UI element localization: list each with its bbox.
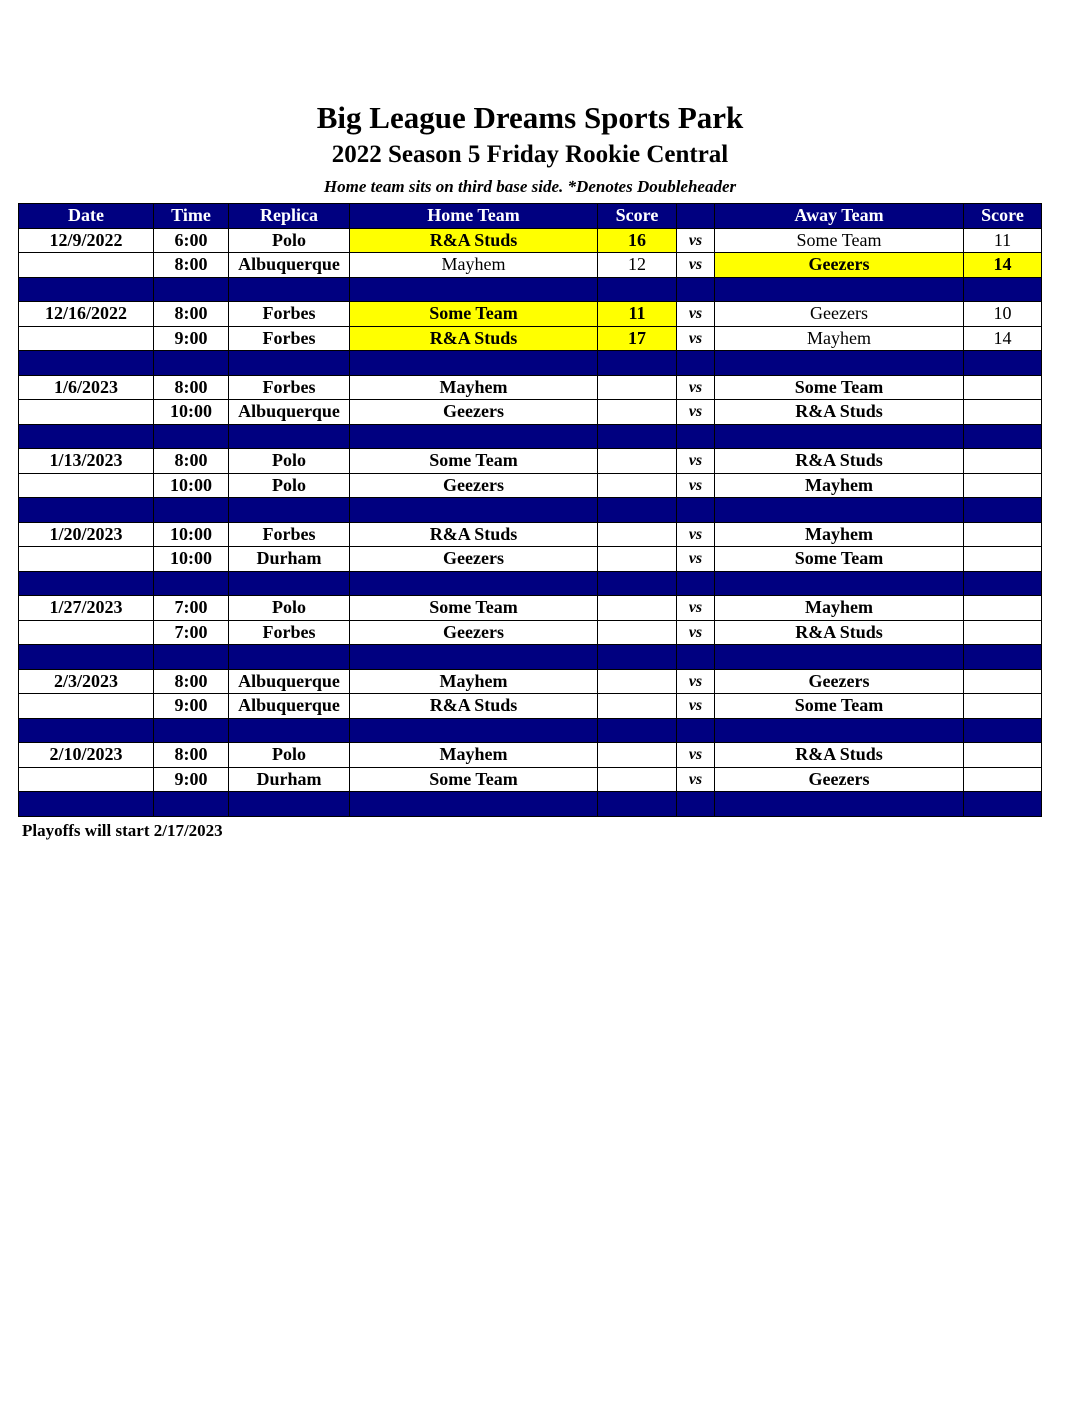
away-score-cell: [964, 596, 1042, 621]
vs-cell: vs: [677, 228, 715, 253]
home-team-cell: R&A Studs: [350, 694, 598, 719]
separator-cell: [229, 645, 350, 670]
replica-cell: Albuquerque: [229, 669, 350, 694]
time-cell: 10:00: [154, 522, 229, 547]
home-score-cell: [598, 694, 677, 719]
week-separator-row: [19, 792, 1042, 817]
separator-cell: [677, 571, 715, 596]
separator-cell: [964, 792, 1042, 817]
away-score-cell: [964, 669, 1042, 694]
away-team-cell: Geezers: [715, 669, 964, 694]
away-score-cell: [964, 694, 1042, 719]
separator-cell: [715, 645, 964, 670]
away-team-cell: Some Team: [715, 375, 964, 400]
replica-cell: Polo: [229, 743, 350, 768]
home-team-cell: Some Team: [350, 767, 598, 792]
home-team-cell: Some Team: [350, 449, 598, 474]
away-score-cell: 14: [964, 326, 1042, 351]
away-score-cell: [964, 375, 1042, 400]
date-cell: [19, 547, 154, 572]
home-team-cell: R&A Studs: [350, 228, 598, 253]
time-cell: 8:00: [154, 375, 229, 400]
vs-cell: vs: [677, 547, 715, 572]
separator-cell: [229, 571, 350, 596]
time-cell: 7:00: [154, 620, 229, 645]
game-row: [19, 743, 1042, 768]
schedule-body: [19, 228, 1042, 816]
separator-cell: [350, 718, 598, 743]
home-score-cell: [598, 620, 677, 645]
home-score-cell: 12: [598, 253, 677, 278]
game-row: [19, 449, 1042, 474]
col-header-date: Date: [19, 204, 154, 229]
separator-cell: [677, 277, 715, 302]
separator-cell: [154, 277, 229, 302]
separator-cell: [350, 571, 598, 596]
vs-cell: vs: [677, 400, 715, 425]
separator-cell: [350, 351, 598, 376]
separator-cell: [229, 792, 350, 817]
col-header-vs: [677, 204, 715, 229]
away-score-cell: 10: [964, 302, 1042, 327]
replica-cell: Albuquerque: [229, 694, 350, 719]
separator-cell: [598, 351, 677, 376]
away-score-cell: [964, 547, 1042, 572]
replica-cell: Forbes: [229, 522, 350, 547]
home-score-cell: [598, 669, 677, 694]
separator-cell: [964, 718, 1042, 743]
separator-cell: [715, 571, 964, 596]
away-team-cell: Geezers: [715, 253, 964, 278]
week-separator-row: [19, 498, 1042, 523]
col-header-away-team: Away Team: [715, 204, 964, 229]
vs-cell: vs: [677, 449, 715, 474]
date-cell: [19, 400, 154, 425]
date-cell: 1/20/2023: [19, 522, 154, 547]
away-team-cell: Mayhem: [715, 522, 964, 547]
separator-cell: [19, 351, 154, 376]
game-row: [19, 400, 1042, 425]
separator-cell: [964, 424, 1042, 449]
separator-cell: [598, 424, 677, 449]
vs-cell: vs: [677, 767, 715, 792]
separator-cell: [598, 498, 677, 523]
header-row: [19, 204, 1042, 229]
home-team-cell: R&A Studs: [350, 522, 598, 547]
away-team-cell: Geezers: [715, 767, 964, 792]
separator-cell: [229, 718, 350, 743]
time-cell: 8:00: [154, 743, 229, 768]
vs-cell: vs: [677, 302, 715, 327]
separator-cell: [964, 498, 1042, 523]
away-score-cell: 14: [964, 253, 1042, 278]
away-team-cell: Some Team: [715, 547, 964, 572]
date-cell: 1/13/2023: [19, 449, 154, 474]
away-team-cell: R&A Studs: [715, 743, 964, 768]
separator-cell: [964, 277, 1042, 302]
playoffs-note: Playoffs will start 2/17/2023: [22, 821, 223, 840]
time-cell: 10:00: [154, 473, 229, 498]
game-row: [19, 767, 1042, 792]
game-row: [19, 694, 1042, 719]
separator-cell: [715, 718, 964, 743]
replica-cell: Durham: [229, 547, 350, 572]
separator-cell: [154, 718, 229, 743]
separator-cell: [677, 645, 715, 670]
replica-cell: Forbes: [229, 375, 350, 400]
time-cell: 10:00: [154, 547, 229, 572]
vs-cell: vs: [677, 596, 715, 621]
away-score-cell: [964, 522, 1042, 547]
home-team-cell: Mayhem: [350, 743, 598, 768]
away-team-cell: R&A Studs: [715, 449, 964, 474]
game-row: [19, 522, 1042, 547]
col-header-replica: Replica: [229, 204, 350, 229]
date-cell: [19, 326, 154, 351]
replica-cell: Forbes: [229, 620, 350, 645]
date-cell: [19, 620, 154, 645]
home-score-cell: [598, 767, 677, 792]
separator-cell: [154, 498, 229, 523]
separator-cell: [677, 498, 715, 523]
time-cell: 7:00: [154, 596, 229, 621]
home-score-cell: [598, 522, 677, 547]
date-cell: 2/10/2023: [19, 743, 154, 768]
time-cell: 6:00: [154, 228, 229, 253]
vs-cell: vs: [677, 473, 715, 498]
date-cell: 1/6/2023: [19, 375, 154, 400]
home-team-cell: Mayhem: [350, 253, 598, 278]
home-score-cell: [598, 547, 677, 572]
away-score-cell: [964, 400, 1042, 425]
schedule-table: [18, 203, 1042, 817]
col-header-home-team: Home Team: [350, 204, 598, 229]
separator-cell: [19, 277, 154, 302]
date-cell: [19, 694, 154, 719]
home-score-cell: [598, 375, 677, 400]
vs-cell: vs: [677, 375, 715, 400]
home-team-cell: Geezers: [350, 400, 598, 425]
away-team-cell: Mayhem: [715, 596, 964, 621]
away-team-cell: R&A Studs: [715, 620, 964, 645]
home-score-cell: [598, 473, 677, 498]
away-score-cell: [964, 767, 1042, 792]
time-cell: 8:00: [154, 253, 229, 278]
date-cell: [19, 473, 154, 498]
time-cell: 8:00: [154, 302, 229, 327]
replica-cell: Forbes: [229, 302, 350, 327]
date-cell: 12/16/2022: [19, 302, 154, 327]
home-team-cell: Some Team: [350, 596, 598, 621]
week-separator-row: [19, 718, 1042, 743]
time-cell: 8:00: [154, 449, 229, 474]
date-cell: 12/9/2022: [19, 228, 154, 253]
game-row: [19, 326, 1042, 351]
date-cell: 1/27/2023: [19, 596, 154, 621]
game-row: [19, 253, 1042, 278]
date-cell: [19, 253, 154, 278]
week-separator-row: [19, 424, 1042, 449]
game-row: [19, 547, 1042, 572]
away-score-cell: 11: [964, 228, 1042, 253]
separator-cell: [677, 792, 715, 817]
separator-cell: [229, 351, 350, 376]
separator-cell: [19, 571, 154, 596]
away-score-cell: [964, 473, 1042, 498]
separator-cell: [154, 351, 229, 376]
home-team-cell: Mayhem: [350, 669, 598, 694]
separator-cell: [350, 277, 598, 302]
separator-cell: [154, 571, 229, 596]
separator-cell: [229, 424, 350, 449]
home-score-cell: 16: [598, 228, 677, 253]
game-row: [19, 473, 1042, 498]
replica-cell: Polo: [229, 449, 350, 474]
separator-cell: [964, 645, 1042, 670]
separator-cell: [677, 351, 715, 376]
replica-cell: Durham: [229, 767, 350, 792]
separator-cell: [598, 792, 677, 817]
separator-cell: [715, 424, 964, 449]
date-cell: 2/3/2023: [19, 669, 154, 694]
page-title: Big League Dreams Sports Park: [316, 100, 744, 135]
separator-cell: [350, 792, 598, 817]
away-team-cell: Mayhem: [715, 473, 964, 498]
home-score-cell: [598, 449, 677, 474]
time-cell: 9:00: [154, 694, 229, 719]
time-cell: 10:00: [154, 400, 229, 425]
home-score-cell: [598, 596, 677, 621]
away-score-cell: [964, 449, 1042, 474]
home-score-cell: 17: [598, 326, 677, 351]
home-team-cell: Geezers: [350, 620, 598, 645]
separator-cell: [19, 424, 154, 449]
away-team-cell: R&A Studs: [715, 400, 964, 425]
game-row: [19, 620, 1042, 645]
away-team-cell: Some Team: [715, 694, 964, 719]
home-score-cell: [598, 743, 677, 768]
date-cell: [19, 767, 154, 792]
game-row: [19, 669, 1042, 694]
game-row: [19, 375, 1042, 400]
vs-cell: vs: [677, 522, 715, 547]
separator-cell: [715, 351, 964, 376]
separator-cell: [154, 424, 229, 449]
separator-cell: [677, 718, 715, 743]
separator-cell: [598, 571, 677, 596]
separator-cell: [715, 277, 964, 302]
vs-cell: vs: [677, 620, 715, 645]
home-team-cell: Geezers: [350, 473, 598, 498]
vs-cell: vs: [677, 669, 715, 694]
separator-cell: [19, 498, 154, 523]
col-header-away-score: Score: [964, 204, 1042, 229]
separator-cell: [154, 645, 229, 670]
home-team-cell: R&A Studs: [350, 326, 598, 351]
vs-cell: vs: [677, 253, 715, 278]
vs-cell: vs: [677, 326, 715, 351]
separator-cell: [154, 792, 229, 817]
away-team-cell: Mayhem: [715, 326, 964, 351]
separator-cell: [19, 645, 154, 670]
page-subtitle: 2022 Season 5 Friday Rookie Central: [331, 141, 729, 168]
away-team-cell: Some Team: [715, 228, 964, 253]
separator-cell: [964, 351, 1042, 376]
replica-cell: Polo: [229, 473, 350, 498]
week-separator-row: [19, 571, 1042, 596]
separator-cell: [229, 277, 350, 302]
week-separator-row: [19, 277, 1042, 302]
separator-cell: [598, 645, 677, 670]
home-score-cell: [598, 400, 677, 425]
game-row: [19, 228, 1042, 253]
week-separator-row: [19, 645, 1042, 670]
game-row: [19, 302, 1042, 327]
separator-cell: [598, 277, 677, 302]
col-header-home-score: Score: [598, 204, 677, 229]
vs-cell: vs: [677, 743, 715, 768]
away-score-cell: [964, 743, 1042, 768]
separator-cell: [350, 424, 598, 449]
replica-cell: Forbes: [229, 326, 350, 351]
replica-cell: Polo: [229, 228, 350, 253]
home-team-cell: Mayhem: [350, 375, 598, 400]
col-header-time: Time: [154, 204, 229, 229]
separator-cell: [350, 645, 598, 670]
separator-cell: [715, 498, 964, 523]
separator-cell: [715, 792, 964, 817]
replica-cell: Polo: [229, 596, 350, 621]
separator-cell: [598, 718, 677, 743]
page-note: Home team sits on third base side. *Denotes Doubleheader: [323, 177, 737, 196]
game-row: [19, 596, 1042, 621]
home-team-cell: Some Team: [350, 302, 598, 327]
separator-cell: [677, 424, 715, 449]
separator-cell: [19, 792, 154, 817]
separator-cell: [19, 718, 154, 743]
separator-cell: [964, 571, 1042, 596]
away-score-cell: [964, 620, 1042, 645]
away-team-cell: Geezers: [715, 302, 964, 327]
replica-cell: Albuquerque: [229, 253, 350, 278]
week-separator-row: [19, 351, 1042, 376]
home-team-cell: Geezers: [350, 547, 598, 572]
time-cell: 8:00: [154, 669, 229, 694]
separator-cell: [229, 498, 350, 523]
home-score-cell: 11: [598, 302, 677, 327]
replica-cell: Albuquerque: [229, 400, 350, 425]
time-cell: 9:00: [154, 326, 229, 351]
vs-cell: vs: [677, 694, 715, 719]
separator-cell: [350, 498, 598, 523]
time-cell: 9:00: [154, 767, 229, 792]
